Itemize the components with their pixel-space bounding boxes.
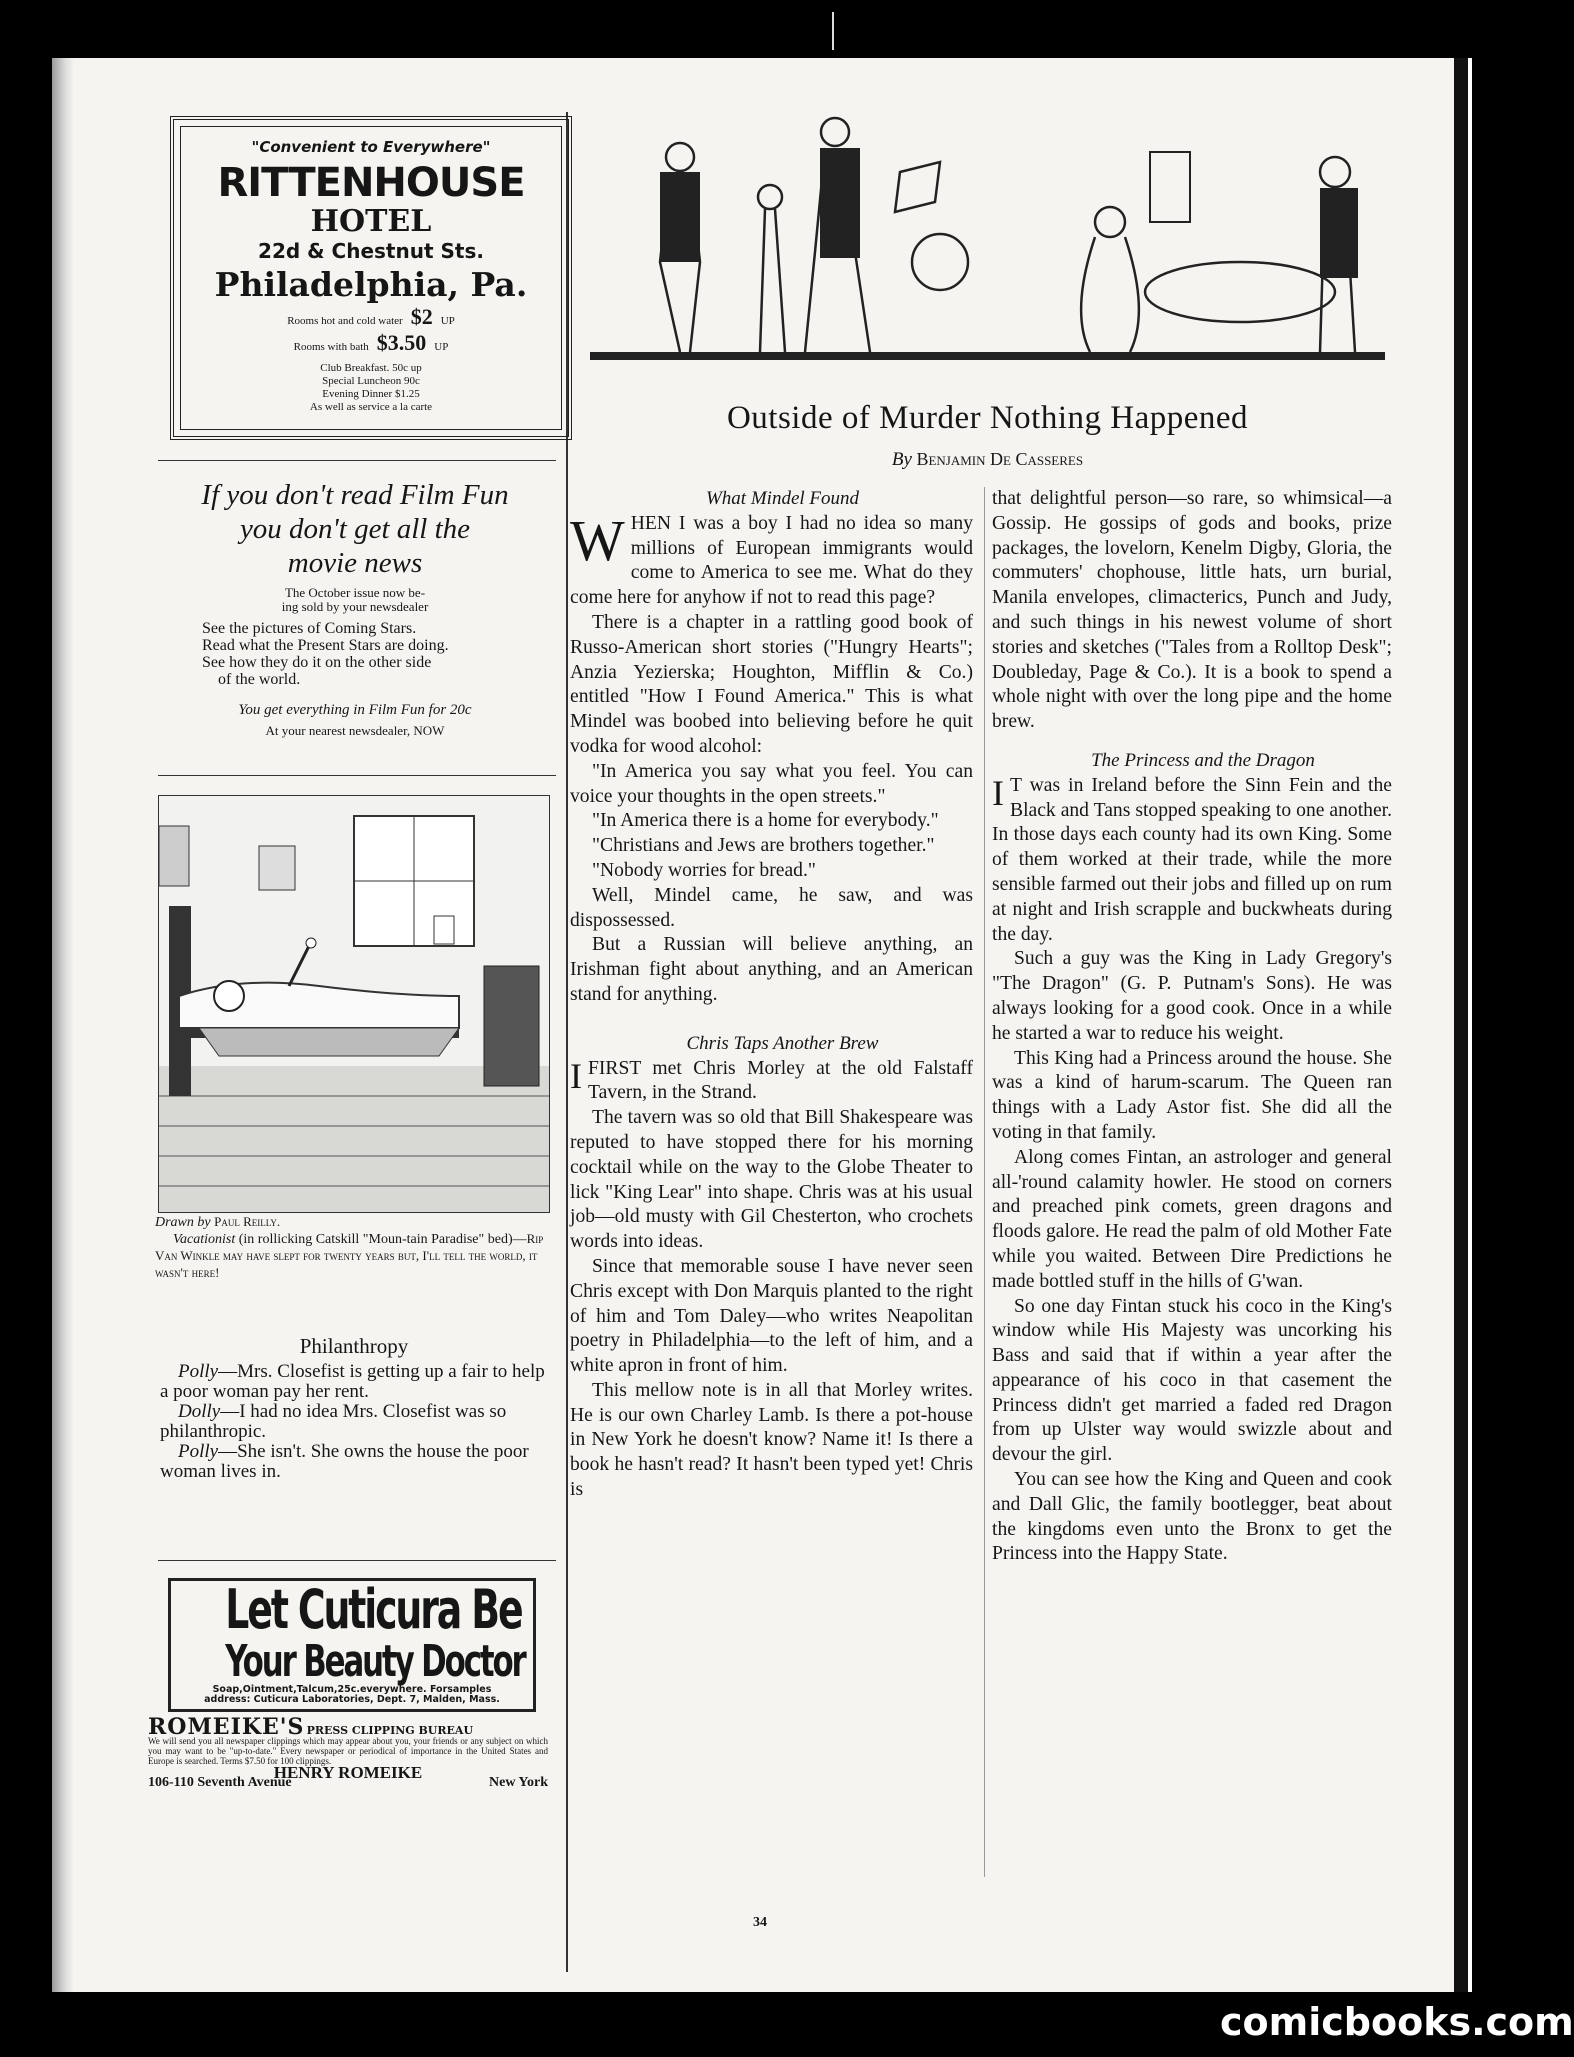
article-paragraph: "In America there is a home for everybody." (592, 810, 939, 832)
rate-2-label: Rooms with bath (293, 341, 369, 353)
article-column-middle (570, 487, 973, 1503)
article-paragraph: "In America you say what you feel. You can voice your thoughts in the open streets." (570, 760, 973, 807)
section-heading: Chris Taps Another Brew (686, 1032, 879, 1054)
article-paragraph (992, 774, 1392, 948)
section-heading: The Princess and the Dragon (1091, 749, 1315, 771)
paragraph-text: FIRST met Chris Morley at the old Falstaff Tavern, in the Strand. (588, 1057, 973, 1104)
caption-credit (155, 1214, 550, 1231)
page-crease (1468, 58, 1472, 1992)
bed-cartoon-drawing (159, 796, 549, 1212)
top-scan-mark (832, 12, 834, 50)
article-paragraph: Since that memorable souse I have never seen Chris except with Don Marquis planted to the right of him and Tom Daley—who writes Neapolitan poetry in Philadelphia—to the left of him, and a white apron in front of him. (570, 1255, 973, 1377)
romeike-address: 106-110 Seventh Avenue (148, 1775, 292, 1790)
caption-caps: Rip Van Winkle may have slept for twenty years but, I'll tell the world, it wasn't here! (155, 1231, 544, 1280)
article-paragraph: This King had a Princess around the house. She was a kind of harum-scarum. The Queen ran things with a Lady Astor fist. She did all the voting in that family. (992, 1047, 1392, 1143)
paragraph-text: T was in Ireland before the Sinn Fein and the Black and Tans stopped speaking to one another. In those days each county had its own King. Some of them worked at their trade, while the more sensible farmed out their jobs and filled up on rum at night and Irish scrapple and buckwheats during the day. (992, 774, 1392, 945)
rate-2-up: UP (434, 341, 449, 353)
rate-1-up: UP (440, 315, 455, 327)
article-paragraph: Well, Mindel came, he saw, and was dispossessed. (570, 884, 973, 931)
article-paragraph (570, 1057, 973, 1107)
rule-below-filmfun (158, 775, 556, 776)
caption-italic: Vacationist (173, 1232, 236, 1247)
filmfun-ad (150, 478, 560, 739)
cuticura-fine-2: address: Cuticura Laboratories, Dept. 7, Malden, Mass. (204, 1694, 500, 1705)
romeike-heading (148, 1714, 548, 1740)
joke-text: —I had no idea Mrs. Closefist was so philanthropic. (160, 1401, 507, 1442)
filmfun-tagline: You get everything in Film Fun for 20c (238, 702, 472, 718)
meal-line: Special Luncheon 90c (322, 375, 420, 387)
column-rule-right (984, 487, 985, 1877)
drop-cap: W (570, 507, 625, 573)
filmfun-body-line: See the pictures of Coming Stars. (202, 620, 417, 637)
hotel-address: 22d & Chestnut Sts. (258, 239, 484, 263)
rate-2-price: $3.50 (376, 330, 427, 355)
meal-line: Evening Dinner $1.25 (322, 388, 420, 400)
hotel-city: Philadelphia, Pa. (214, 265, 528, 304)
credit-prefix: Drawn by (155, 1215, 211, 1230)
caption-plain: (in rollicking Catskill "Moun-tain Paradise" bed)— (235, 1232, 527, 1247)
joke-text: —She isn't. She owns the house the poor woman lives in. (160, 1441, 529, 1482)
filmfun-body (150, 620, 560, 688)
header-cartoon (590, 112, 1385, 374)
hotel-ad-inner-border (180, 126, 562, 430)
romeike-name: ROMEIKE'S (148, 1714, 305, 1740)
filmfun-body-line: of the world. (218, 671, 301, 688)
article-paragraph: There is a chapter in a rattling good book of Russo-American short stories ("Hungry Hearts"; Anzia Yezierska; Houghton, Mifflin & Co.) entitled "How I Found America." This is what Mindel was boobed into believing before he quit vodka for wood alcohol: (570, 611, 973, 757)
joke-line (160, 1402, 548, 1442)
article-paragraph: Along comes Fintan, an astrologer and general all-'round calamity howler. He stood on corners and preached pink comets, green dragons and floods galore. He read the palm of old Mother Fate while you waited. Between Dire Predictions he made bottled stuff in the hills of G'wan. (992, 1146, 1392, 1292)
page-spine-shadow (52, 58, 74, 1992)
filmfun-issue-note (150, 586, 560, 614)
filmfun-body-line: Read what the Present Stars are doing. (202, 637, 449, 654)
joke-line (160, 1362, 548, 1402)
article-paragraph: So one day Fintan stuck his coco in the King's window while His Majesty was uncorking his Bass and said that if within a year after the appearance of his coco in that casement the Princess didn't get married a faded red Dragon from up Ulster way would swizzle about and devour the girl. (992, 1295, 1392, 1466)
hotel-word: HOTEL (310, 204, 432, 239)
issue-note-line-2: ing sold by your newsdealer (281, 599, 429, 614)
hotel-ad (170, 116, 572, 440)
filmfun-body-line: See how they do it on the other side (202, 654, 432, 671)
credit-name: Paul Reilly. (214, 1214, 281, 1229)
article-paragraph: "Christians and Jews are brothers together." (592, 835, 935, 857)
article-paragraph: that delightful person—so rare, so whimsical—a Gossip. He gossips of gods and books, prize packages, the lovelorn, Kenelm Digby, Gloria, the commuters' chophouse, little hats, urn burial, Manila envelopes, climacterics, Punch and Judy, and such things in his newest volume of short stories and sketches ("Tales from a Rolltop Desk"; Doubleday, Page & Co.). It is a book to spend a whole night with over the long pipe and the home brew. (992, 488, 1392, 733)
speaker: Dolly (178, 1401, 221, 1422)
romeike-proprietor: HENRY ROMEIKE (273, 1763, 423, 1782)
section-heading: What Mindel Found (705, 488, 860, 509)
cuticura-ad (168, 1578, 536, 1712)
article-paragraph: You can see how the King and Queen and cook and Dall Glic, the family bootlegger, beat about the kingdoms even unto the Bronx to get the Princess into the Happy State. (992, 1469, 1392, 1565)
drop-cap: I (992, 772, 1004, 813)
article-paragraph: This mellow note is in all that Morley writes. He is our own Charley Lamb. Is there a pot-house in New York he doesn't know? Name it! Is there a book he hasn't read? It hasn't been typed yet! Chris is (570, 1379, 973, 1501)
joke-text: —Mrs. Closefist is getting up a fair to help a poor woman pay her rent. (160, 1361, 545, 1402)
romeike-city: New York (489, 1775, 548, 1790)
meal-line: Club Breakfast. 50c up (320, 362, 422, 374)
filmfun-headline-1: If you don't read Film Fun (201, 479, 509, 511)
article-column-right (992, 487, 1392, 1567)
philanthropy-title: Philanthropy (299, 1334, 409, 1358)
hotel-name: RITTENHOUSE (217, 160, 525, 206)
speaker: Polly (178, 1361, 219, 1382)
filmfun-where: At your nearest newsdealer, NOW (265, 723, 445, 738)
byline-author: Benjamin De Casseres (916, 449, 1084, 469)
article-paragraph: The tavern was so old that Bill Shakespeare was reputed to have stopped there for his morning cocktail while on the way to the Globe Theater to lick "King Lear" into shape. Chris was at his usual job—old musty with Gil Chesterton, who crochets words into ideas. (570, 1107, 973, 1253)
paragraph-text: HEN I was a boy I had no idea so many millions of European immigrants would come to America to see me. What do they come here for anyhow if not to read this page? (570, 512, 973, 609)
article-paragraph (570, 507, 973, 611)
article-paragraph: But a Russian will believe anything, an Irishman fight about anything, and an American stand for anything. (570, 934, 973, 1005)
philanthropy-joke (160, 1336, 548, 1482)
filmfun-headline-3: movie news (287, 547, 423, 579)
romeike-body: We will send you all newspaper clippings which may appear about you, your friends or any subject on which you may want to be "up-to-date." Every newspaper or periodical of importance in the United States and Europe is searched. Terms $7.50 for 100 clippings. (148, 1736, 548, 1766)
cuticura-fine-1: Soap,Ointment,Talcum,25c.everywhere. Forsamples (212, 1684, 492, 1695)
cartoon-caption (155, 1214, 550, 1282)
article-byline (590, 449, 1385, 471)
joke-line (160, 1442, 548, 1482)
romeike-ad (148, 1714, 548, 1790)
speaker: Polly (178, 1441, 219, 1462)
article-paragraph: Such a guy was the King in Lady Gregory's "The Dragon" (G. P. Putnam's Sons). He was always looking for a good cook. Once in a while he started a war to reduce his weight. (992, 948, 1392, 1044)
vacation-cartoon (158, 795, 550, 1213)
cuticura-line-2: Your Beauty Doctor (225, 1636, 525, 1687)
gossip-cartoon-drawing (590, 112, 1385, 374)
rule-below-philanthropy (158, 1560, 556, 1561)
rate-1-label: Rooms hot and cold water (287, 315, 403, 327)
romeike-bureau: PRESS CLIPPING BUREAU (306, 1724, 474, 1737)
issue-note-line-1: The October issue now be- (284, 585, 426, 600)
rule-below-hotel (158, 460, 556, 461)
meal-line: As well as service a la carte (309, 401, 433, 413)
caption-text (155, 1231, 550, 1282)
article-paragraph: "Nobody worries for bread." (592, 859, 816, 881)
article-title: Outside of Murder Nothing Happened (726, 400, 1249, 436)
hotel-slogan: "Convenient to Everywhere" (251, 138, 491, 156)
byline-by: By (891, 449, 912, 470)
page-number: 34 (753, 1915, 767, 1930)
rate-1-price: $2 (410, 304, 433, 329)
filmfun-headline-2: you don't get all the (239, 513, 471, 545)
watermark: comicbooks.com (1220, 2000, 1574, 2044)
cuticura-line-1: Let Cuticura Be (225, 1578, 522, 1641)
drop-cap: I (570, 1055, 582, 1096)
